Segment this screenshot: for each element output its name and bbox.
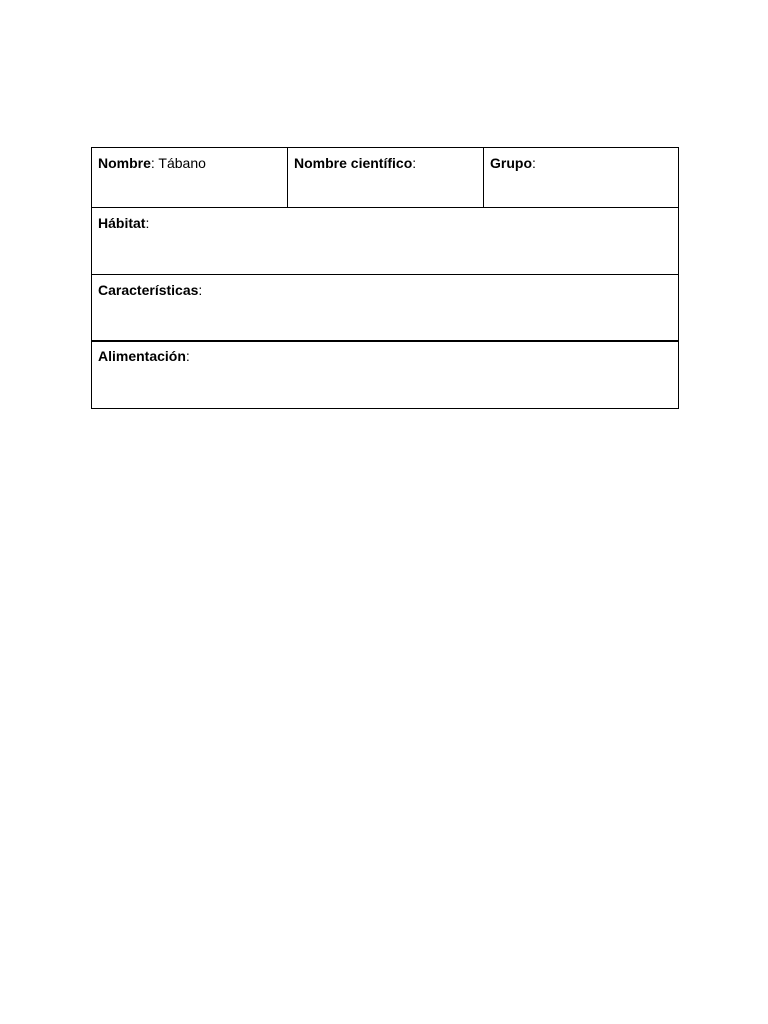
species-card-table [91, 147, 679, 409]
header-row [92, 148, 679, 208]
nombre-separator: : [150, 155, 155, 171]
nombre-value: Tábano [154, 155, 206, 171]
grupo-cell [484, 148, 679, 208]
nombre-cientifico-cell [288, 148, 484, 208]
caracteristicas-separator: : [198, 282, 203, 298]
alimentacion-row [92, 341, 679, 409]
caracteristicas-cell [92, 275, 679, 341]
alimentacion-label: Alimentación [98, 347, 186, 364]
nombre-cientifico-separator: : [412, 155, 417, 171]
nombre-cell [92, 148, 288, 208]
habitat-cell [92, 208, 679, 275]
habitat-separator: : [145, 215, 150, 231]
alimentacion-separator: : [185, 347, 190, 364]
grupo-separator: : [532, 155, 536, 171]
nombre-label: Nombre [98, 155, 151, 171]
grupo-label: Grupo [490, 155, 532, 171]
caracteristicas-row [92, 275, 679, 341]
nombre-cientifico-label: Nombre científico [294, 155, 413, 171]
caracteristicas-label: Características [98, 282, 199, 298]
habitat-row [92, 208, 679, 275]
alimentacion-cell [92, 341, 679, 409]
habitat-label: Hábitat [98, 215, 146, 231]
